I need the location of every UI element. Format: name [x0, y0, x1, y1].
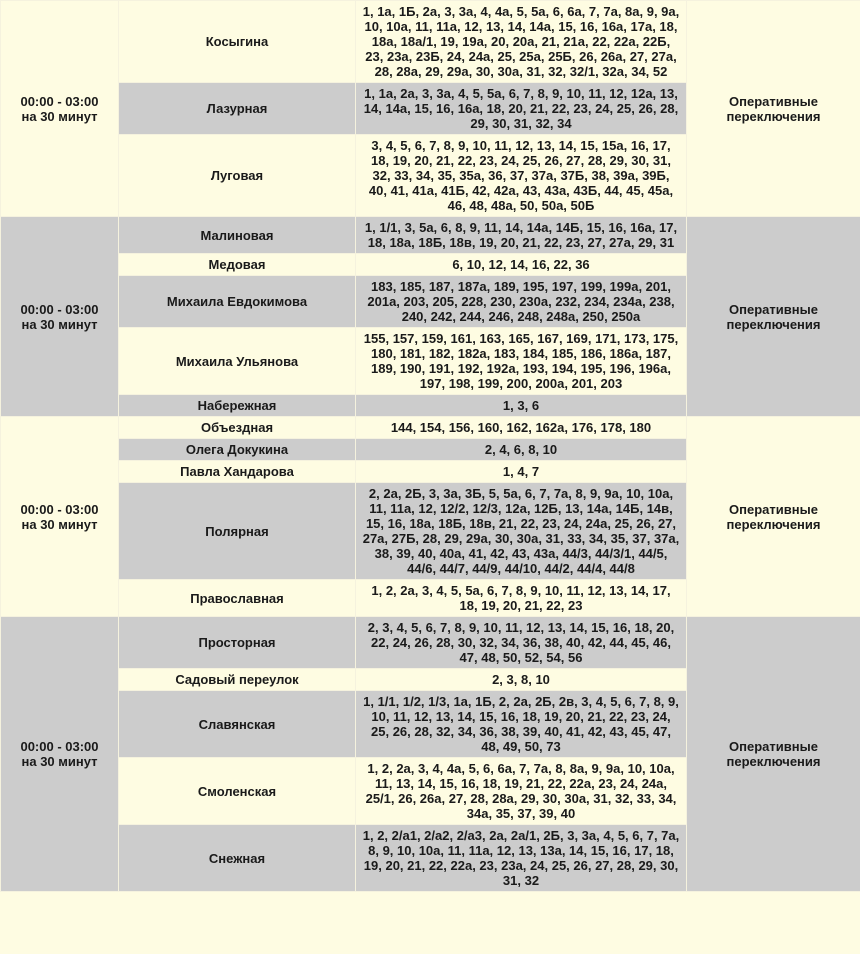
houses-cell: 2, 3, 4, 5, 6, 7, 8, 9, 10, 11, 12, 13, 14, 15, 16, 18, 20, 22, 24, 26, 28, 30, 32, 34, 36, 38, 40, 42, 44, 45, 46, 47, 48, 50, 52, 54, 56	[356, 617, 687, 669]
street-cell: Славянская	[119, 691, 356, 758]
type-cell: Оперативные переключения	[687, 217, 860, 417]
schedule-body	[1, 1, 860, 892]
houses-cell: 6, 10, 12, 14, 16, 22, 36	[356, 254, 687, 276]
houses-cell: 144, 154, 156, 160, 162, 162а, 176, 178, 180	[356, 417, 687, 439]
houses-cell: 2, 4, 6, 8, 10	[356, 439, 687, 461]
street-cell: Садовый переулок	[119, 669, 356, 691]
houses-cell: 1, 2, 2/а1, 2/а2, 2/а3, 2а, 2а/1, 2Б, 3, 3а, 4, 5, 6, 7, 7а, 8, 9, 10, 10а, 11, 11а, 12, 13, 13а, 14, 15, 16, 17, 18, 19, 20, 21, 22, 22а, 23, 23а, 24, 25, 26, 27, 28, 29, 30, 31, 32	[356, 825, 687, 892]
street-cell: Косыгина	[119, 1, 356, 83]
street-cell: Михаила Ульянова	[119, 328, 356, 395]
houses-cell: 1, 1а, 1Б, 2а, 3, 3а, 4, 4а, 5, 5а, 6, 6а, 7, 7а, 8а, 9, 9а, 10, 10а, 11, 11а, 12, 13, 14, 14а, 15, 16, 16а, 17а, 18, 18а, 18а/1, 19, 19а, 20, 20а, 21, 21а, 22, 22а, 22Б, 23, 23а, 23Б, 24, 24а, 25, 25а, 25Б, 26, 26а, 27, 27а, 28, 28а, 29, 29а, 30, 30а, 31, 32, 32/1, 32а, 34, 52	[356, 1, 687, 83]
table-row	[1, 417, 860, 439]
time-note: на 30 минут	[21, 108, 98, 124]
time-cell	[1, 1, 119, 217]
street-cell: Просторная	[119, 617, 356, 669]
time-note: на 30 минут	[21, 316, 98, 332]
street-cell: Олега Докукина	[119, 439, 356, 461]
time-range: 00:00 - 03:00	[20, 301, 99, 317]
street-cell: Смоленская	[119, 758, 356, 825]
time-range: 00:00 - 03:00	[20, 93, 99, 109]
houses-cell: 1, 1/1, 1/2, 1/3, 1а, 1Б, 2, 2а, 2Б, 2в, 3, 4, 5, 6, 7, 8, 9, 10, 11, 12, 13, 14, 15, 16, 18, 19, 20, 21, 22, 23, 24, 25, 26, 28, 32, 34, 36, 38, 39, 40, 41, 42, 43, 45, 47, 48, 49, 50, 73	[356, 691, 687, 758]
street-cell: Медовая	[119, 254, 356, 276]
street-cell: Православная	[119, 580, 356, 617]
houses-cell: 1, 4, 7	[356, 461, 687, 483]
time-cell	[1, 617, 119, 892]
street-cell: Михаила Евдокимова	[119, 276, 356, 328]
street-cell: Снежная	[119, 825, 356, 892]
type-cell: Оперативные переключения	[687, 617, 860, 892]
houses-cell: 155, 157, 159, 161, 163, 165, 167, 169, 171, 173, 175, 180, 181, 182, 182а, 183, 184, 185, 186, 186а, 187, 189, 190, 191, 192, 192а, 193, 194, 195, 196, 196а, 197, 198, 199, 200, 200а, 201, 203	[356, 328, 687, 395]
street-cell: Полярная	[119, 483, 356, 580]
houses-cell: 1, 2, 2а, 3, 4, 5, 5а, 6, 7, 8, 9, 10, 11, 12, 13, 14, 17, 18, 19, 20, 21, 22, 23	[356, 580, 687, 617]
time-note: на 30 минут	[21, 516, 98, 532]
time-cell	[1, 417, 119, 617]
houses-cell: 1, 2, 2а, 3, 4, 4а, 5, 6, 6а, 7, 7а, 8, 8а, 9, 9а, 10, 10а, 11, 13, 14, 15, 16, 18, 19, 21, 22, 22а, 23, 24, 24а, 25/1, 26, 26а, 27, 28, 28а, 29, 30, 30а, 31, 32, 33, 34, 34а, 35, 37, 39, 40	[356, 758, 687, 825]
houses-cell: 1, 3, 6	[356, 395, 687, 417]
table-row	[1, 1, 860, 83]
street-cell: Малиновая	[119, 217, 356, 254]
street-cell: Луговая	[119, 135, 356, 217]
houses-cell: 1, 1/1, 3, 5а, 6, 8, 9, 11, 14, 14а, 14Б, 15, 16, 16а, 17, 18, 18а, 18Б, 18в, 19, 20, 21, 22, 23, 27, 27а, 29, 31	[356, 217, 687, 254]
street-cell: Набережная	[119, 395, 356, 417]
houses-cell: 183, 185, 187, 187а, 189, 195, 197, 199, 199а, 201, 201а, 203, 205, 228, 230, 230а, 232, 234, 234а, 238, 240, 242, 244, 246, 248, 248а, 250, 250а	[356, 276, 687, 328]
time-cell	[1, 217, 119, 417]
street-cell: Павла Хандарова	[119, 461, 356, 483]
houses-cell: 3, 4, 5, 6, 7, 8, 9, 10, 11, 12, 13, 14, 15, 15а, 16, 17, 18, 19, 20, 21, 22, 23, 24, 25, 26, 27, 28, 29, 30, 31, 32, 33, 34, 35, 35а, 36, 37, 37а, 37Б, 38, 39а, 39Б, 40, 41, 41а, 41Б, 42, 42а, 43, 43а, 43Б, 44, 45, 45а, 46, 48, 48а, 50, 50а, 50Б	[356, 135, 687, 217]
street-cell: Лазурная	[119, 83, 356, 135]
time-range: 00:00 - 03:00	[20, 501, 99, 517]
type-cell: Оперативные переключения	[687, 417, 860, 617]
table-row	[1, 617, 860, 669]
time-range: 00:00 - 03:00	[20, 739, 99, 754]
houses-cell: 1, 1а, 2а, 3, 3а, 4, 5, 5а, 6, 7, 8, 9, 10, 11, 12, 12а, 13, 14, 14а, 15, 16, 16а, 18, 20, 21, 22, 23, 24, 25, 26, 28, 29, 30, 31, 32, 34	[356, 83, 687, 135]
type-cell: Оперативные переключения	[687, 1, 860, 217]
street-cell: Объездная	[119, 417, 356, 439]
houses-cell: 2, 3, 8, 10	[356, 669, 687, 691]
houses-cell: 2, 2а, 2Б, 3, 3а, 3Б, 5, 5а, 6, 7, 7а, 8, 9, 9а, 10, 10а, 11, 11а, 12, 12/2, 12/3, 12а, 12Б, 13, 14а, 14Б, 14в, 15, 16, 18а, 18Б, 18в, 21, 22, 23, 24, 24а, 25, 26, 27, 27а, 27Б, 28, 29, 29а, 30, 30а, 31, 33, 34, 35, 37, 37а, 38, 39, 40, 40а, 41, 42, 43, 43а, 44/3, 44/3/1, 44/5, 44/6, 44/7, 44/9, 44/10, 44/2, 44/4, 44/8	[356, 483, 687, 580]
table-row	[1, 217, 860, 254]
time-note: на 30 минут	[21, 754, 98, 769]
